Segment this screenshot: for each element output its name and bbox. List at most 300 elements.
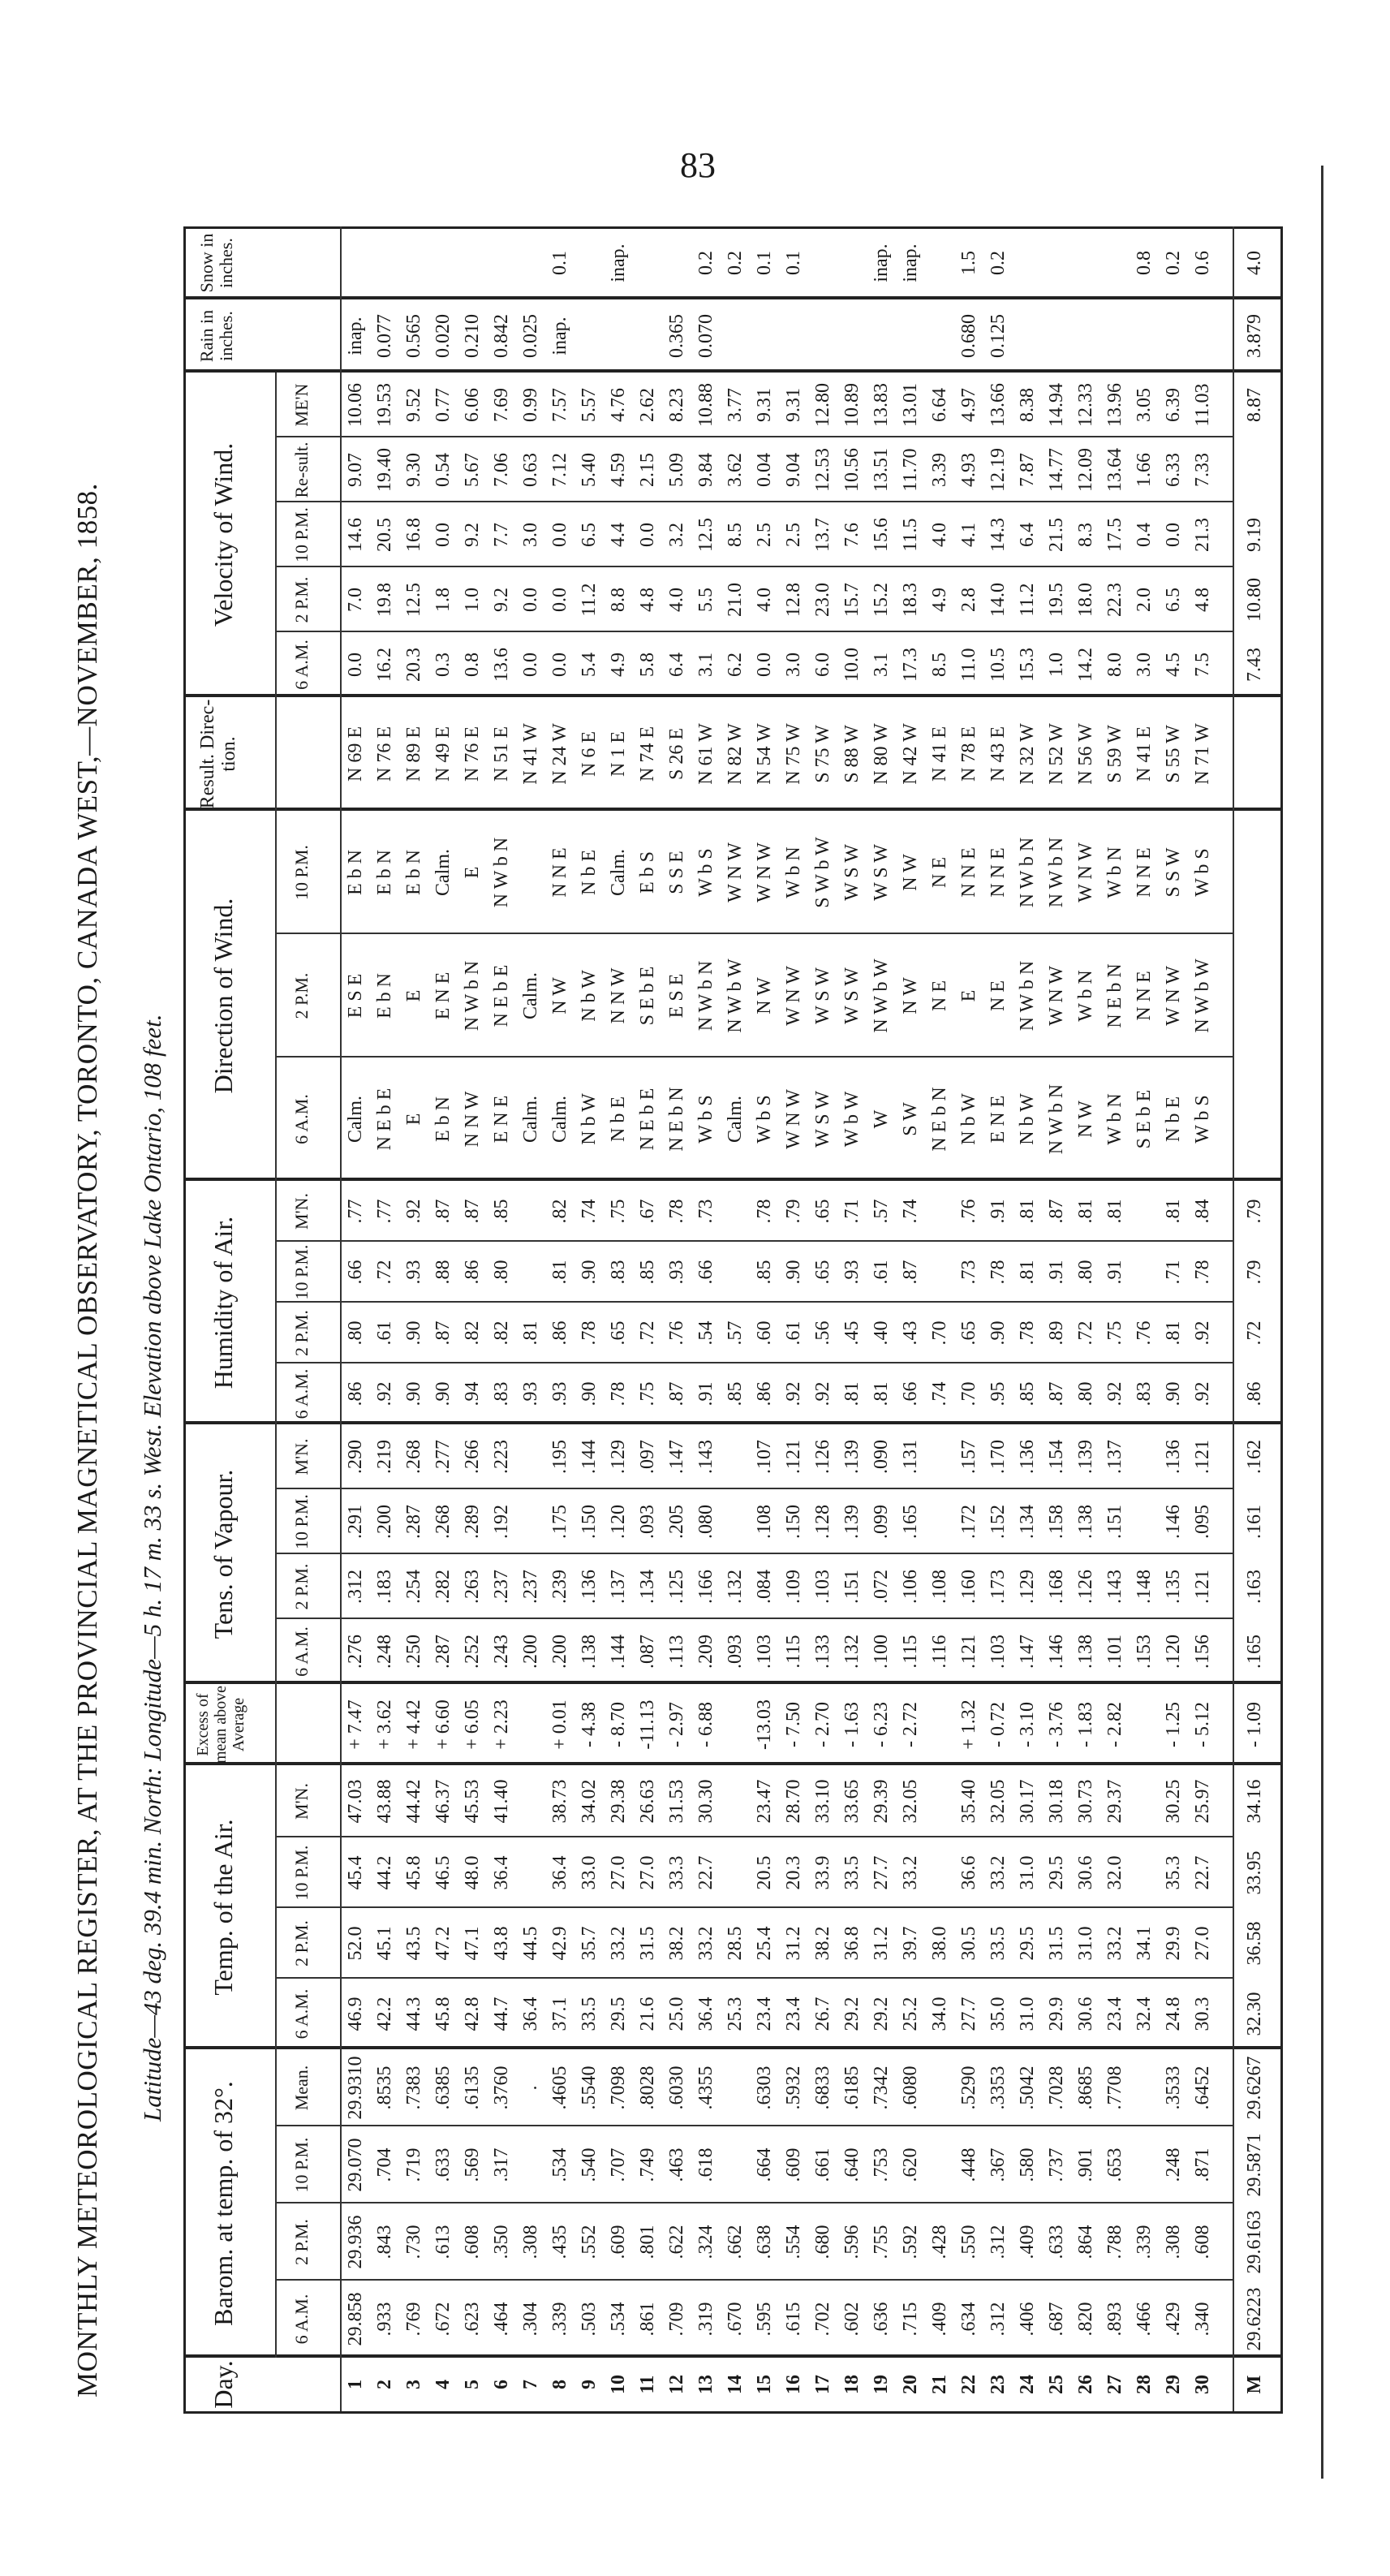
table-row-cell: S 75 W [812, 725, 833, 783]
table-row-cell: .312 [988, 2302, 1009, 2337]
header-direction: Direction of Wind. [209, 898, 238, 1094]
table-row-cell: 4.8 [1192, 588, 1213, 612]
table-row-cell: 8.0 [1104, 653, 1125, 677]
table-row-cell: .72 [374, 1260, 395, 1285]
table-row-cell: .291 [345, 1505, 366, 1539]
table-row-cell: 36.6 [958, 1855, 979, 1890]
table-row-cell: 8 [549, 2380, 570, 2389]
table-row-cell: 25.4 [754, 1926, 775, 1961]
table-row-cell: 44.42 [403, 1779, 424, 1824]
table-row-cell: - 1.25 [1163, 1702, 1184, 1747]
table-row-cell: .65 [812, 1260, 833, 1285]
table-row-cell: 29.9 [1046, 1997, 1067, 2031]
table-row-cell: 3.62 [725, 453, 746, 487]
table-row-cell: N 80 W [871, 723, 892, 785]
table-row-cell: 27 [1104, 2375, 1125, 2394]
table-row-cell: N E b E [637, 1088, 658, 1151]
table-row-cell: .702 [812, 2302, 833, 2337]
subheader-vapour-3: M'N. [291, 1438, 312, 1475]
table-row-cell: N W b N [1017, 960, 1038, 1032]
table-row-cell: 5.67 [462, 453, 483, 487]
table-row-cell: .672 [432, 2302, 454, 2337]
table-row-cell: 4.1 [958, 523, 979, 547]
table-row-cell: .788 [1104, 2225, 1125, 2259]
table-row-cell: 0.0 [754, 653, 775, 677]
subheader-temp-1: 2 P.M. [291, 1920, 312, 1966]
table-row-cell: N 1 E [608, 731, 629, 777]
table-row-cell: .115 [900, 1635, 921, 1669]
table-row-cell: .90 [403, 1320, 424, 1346]
table-row-cell: .133 [812, 1635, 833, 1669]
table-row-cell: .91 [1046, 1260, 1067, 1285]
table-row-cell: S E b E [637, 966, 658, 1026]
table-row-cell: .090 [871, 1440, 892, 1474]
subheader-vapour-0: 6 A.M. [291, 1626, 312, 1677]
table-row-cell: 30.73 [1075, 1779, 1096, 1824]
table-row-cell: Calm. [432, 849, 454, 896]
row-rule [1233, 226, 1234, 2411]
table-row-cell: .5932 [783, 2066, 804, 2110]
table-row-cell: .409 [929, 2302, 950, 2337]
table-row-cell: .143 [695, 1440, 717, 1474]
table-row-cell: 43.5 [403, 1926, 424, 1961]
table-row-cell: N E b E [491, 964, 512, 1027]
table-row-cell: 19.53 [374, 383, 395, 427]
table-row-cell: 9.2 [491, 588, 512, 612]
table-row-cell: 0.04 [754, 453, 775, 487]
table-row-cell: .219 [374, 1440, 395, 1474]
table-row-cell: N 41 E [929, 726, 950, 782]
table-row-cell: .7342 [871, 2066, 892, 2110]
table-row-cell: 32.0 [1104, 1855, 1125, 1890]
mean-row-cell: .163 [1244, 1570, 1265, 1604]
table-row-cell: 3.1 [871, 653, 892, 677]
table-row-cell: N N W [608, 967, 629, 1024]
table-row-cell: W b W [841, 1091, 863, 1148]
table-row-cell: 6.4 [666, 653, 687, 677]
table-row-cell: N b W [958, 1093, 979, 1145]
table-row-cell: .78 [608, 1381, 629, 1406]
table-row-cell: .200 [549, 1635, 570, 1669]
mean-row-cell: 34.16 [1244, 1779, 1265, 1824]
subheader-direction-0: 6 A.M. [291, 1094, 312, 1144]
table-row-cell: 7.87 [1017, 453, 1038, 487]
mean-row-cell: 7.43 [1244, 648, 1265, 682]
table-row-cell: N 52 W [1046, 723, 1067, 785]
table-row-cell: .534 [549, 2147, 570, 2182]
table-row-cell: .409 [1017, 2225, 1038, 2259]
table-row-cell: 33.9 [812, 1855, 833, 1890]
table-row-cell: 21.0 [725, 583, 746, 617]
table-row-cell: 0.1 [783, 251, 804, 275]
header-vapour: Tens. of Vapour. [209, 1469, 238, 1639]
table-row-cell: .56 [812, 1320, 833, 1346]
table-row-cell: .367 [988, 2147, 1009, 2182]
table-row-cell: .252 [462, 1635, 483, 1669]
table-row-cell: S W [900, 1102, 921, 1136]
table-row-cell: 30.17 [1017, 1779, 1038, 1824]
table-row-cell: 33.2 [608, 1926, 629, 1961]
table-row-cell: .138 [1075, 1635, 1096, 1669]
table-row-cell: 14.3 [988, 518, 1009, 552]
table-row-cell: 33.0 [579, 1855, 600, 1890]
table-row-cell: 12.80 [812, 383, 833, 427]
table-row-cell: 19.8 [374, 583, 395, 617]
table-row-cell: .73 [958, 1260, 979, 1285]
table-row-cell: 23.0 [812, 583, 833, 617]
table-row-cell: .103 [812, 1570, 833, 1604]
mean-row-cell: .165 [1244, 1635, 1265, 1669]
table-row-cell: 4.0 [666, 588, 687, 612]
table-row-cell: 15.7 [841, 583, 863, 617]
table-row-cell: .81 [1163, 1199, 1184, 1224]
mean-row-cell: .79 [1244, 1260, 1265, 1285]
table-row-cell: 4.59 [608, 453, 629, 487]
table-row-cell: .57 [725, 1320, 746, 1346]
table-row-cell: .54 [695, 1320, 717, 1346]
table-row-cell: + 7.47 [345, 1699, 366, 1750]
table-row-cell: .638 [754, 2225, 775, 2259]
table-row-cell: .8685 [1075, 2066, 1096, 2110]
table-row-cell: 46.37 [432, 1779, 454, 1824]
table-row-cell: 0.365 [666, 314, 687, 358]
table-row-cell: + 3.62 [374, 1699, 395, 1750]
table-row-cell: .633 [432, 2147, 454, 2182]
table-row-cell: - 2.72 [900, 1702, 921, 1747]
table-row-cell: E b N [374, 973, 395, 1019]
table-row-cell: - 3.10 [1017, 1702, 1038, 1747]
table-row-cell: 19.40 [374, 448, 395, 492]
table-row-cell: .81 [841, 1381, 863, 1406]
table-row-cell: 0.0 [520, 588, 541, 612]
table-row-cell: 13.01 [900, 383, 921, 427]
table-row-cell: .87 [666, 1381, 687, 1406]
table-row-cell: N 6 E [579, 731, 600, 777]
table-row-cell: .6833 [812, 2066, 833, 2110]
table-row-cell: 0.54 [432, 453, 454, 487]
table-row-cell: .166 [695, 1570, 717, 1604]
table-row-cell: .137 [608, 1570, 629, 1604]
table-row-cell: .77 [345, 1199, 366, 1224]
table-row-cell: 35.0 [988, 1997, 1009, 2031]
table-row-cell: 0.0 [549, 523, 570, 547]
subheader-temp-0: 6 A.M. [291, 1988, 312, 2040]
table-row-cell: 22 [958, 2375, 979, 2394]
table-row-cell: 28.70 [783, 1779, 804, 1824]
table-row-cell: .136 [1017, 1440, 1038, 1474]
table-row-cell: - 2.70 [812, 1702, 833, 1747]
table-row-cell: .143 [1104, 1570, 1125, 1604]
table-row-cell: 0.2 [1163, 251, 1184, 275]
table-row-cell: .40 [871, 1320, 892, 1346]
table-row-cell: .152 [988, 1505, 1009, 1539]
table-row-cell: .680 [812, 2225, 833, 2259]
table-row-cell: N E [929, 857, 950, 888]
table-row-cell: 0.4 [1134, 523, 1155, 547]
table-row-cell: 29.5 [608, 1997, 629, 2031]
table-row-cell: E b N [403, 850, 424, 895]
subheader-velocity-0: 6 A.M. [291, 640, 312, 690]
table-row-cell: .86 [549, 1320, 570, 1346]
table-row-cell: .8535 [374, 2066, 395, 2110]
table-row-cell: 1.0 [462, 588, 483, 612]
table-row-cell: - 8.70 [608, 1702, 629, 1747]
table-row-cell: .6135 [462, 2066, 483, 2110]
table-row-cell: 42.9 [549, 1926, 570, 1961]
table-row-cell: 44.2 [374, 1855, 395, 1890]
header-rain: Rain in inches. [196, 309, 236, 363]
table-row-cell: .670 [725, 2302, 746, 2337]
table-row-cell: .85 [725, 1381, 746, 1406]
table-row-cell: .78 [666, 1199, 687, 1224]
table-row-cell: .072 [871, 1570, 892, 1604]
table-row-cell: .75 [608, 1199, 629, 1224]
table-row-cell: 39.7 [900, 1926, 921, 1961]
table-row-cell: 6.64 [929, 388, 950, 422]
table-row-cell: 44.3 [403, 1997, 424, 2031]
table-row-cell: .61 [871, 1260, 892, 1285]
table-row-cell: .90 [432, 1381, 454, 1406]
table-row-cell: .156 [1192, 1635, 1213, 1669]
mean-row-cell: M [1244, 2375, 1265, 2394]
table-row-cell: 30.25 [1163, 1779, 1184, 1824]
table-row-cell: .864 [1075, 2225, 1096, 2259]
table-row-cell: N N E [958, 847, 979, 898]
header-humidity: Humidity of Air. [209, 1216, 238, 1389]
table-row-cell: .6385 [432, 2066, 454, 2110]
table-row-cell: .4605 [549, 2066, 570, 2110]
table-row-cell: .138 [579, 1635, 600, 1669]
table-row-cell: .87 [432, 1320, 454, 1346]
table-row-cell: 38.73 [549, 1779, 570, 1824]
table-row-cell: 12.09 [1075, 448, 1096, 492]
table-row-cell: .084 [754, 1570, 775, 1604]
table-row-cell: + 4.42 [403, 1699, 424, 1750]
table-row-cell: 10.06 [345, 383, 366, 427]
subheader-barom-0: 6 A.M. [291, 2294, 312, 2345]
table-row-cell: .282 [432, 1570, 454, 1604]
table-row-cell: .237 [520, 1570, 541, 1604]
table-row-cell: 20.5 [754, 1855, 775, 1890]
table-row-cell: 3.1 [695, 653, 717, 677]
table-row-cell: 25.3 [725, 1997, 746, 2031]
table-row-cell: .428 [929, 2225, 950, 2259]
table-row-cell: 0.680 [958, 314, 979, 358]
table-row-cell: N 32 W [1017, 723, 1038, 785]
table-row-cell: S 88 W [841, 725, 863, 783]
table-row-cell: 0.63 [520, 453, 541, 487]
table-row-cell: N N E [549, 847, 570, 898]
table-row-cell: 21.5 [1046, 518, 1067, 552]
table-row-cell: 14.94 [1046, 383, 1067, 427]
table-row-cell: 0.0 [432, 523, 454, 547]
table-row-cell: 13.83 [871, 383, 892, 427]
table-row-cell: .101 [1104, 1635, 1125, 1669]
table-row-cell: .90 [988, 1320, 1009, 1346]
table-row-cell: .121 [1192, 1570, 1213, 1604]
table-row-cell: 13.6 [491, 648, 512, 682]
table-row-cell: 29.39 [871, 1779, 892, 1824]
table-row-cell: .57 [871, 1199, 892, 1224]
table-row-cell: .103 [988, 1635, 1009, 1669]
table-row-cell: .85 [1017, 1381, 1038, 1406]
table-row-cell: 7.7 [491, 523, 512, 547]
table-row-cell: 4 [432, 2380, 454, 2389]
table-row-cell: 27.0 [637, 1855, 658, 1890]
table-row-cell: 29.2 [871, 1997, 892, 2031]
table-row-cell: 25.97 [1192, 1779, 1213, 1824]
table-row-cell: .254 [403, 1570, 424, 1604]
table-row-cell: .120 [608, 1505, 629, 1539]
table-row-cell: S E b E [1134, 1089, 1155, 1149]
table-row-cell: N b W [579, 970, 600, 1022]
table-row-cell: N 71 W [1192, 723, 1213, 785]
table-row-cell: .154 [1046, 1440, 1067, 1474]
table-row-cell: .239 [549, 1570, 570, 1604]
table-row-cell: 5 [462, 2380, 483, 2389]
table-row-cell: .463 [666, 2147, 687, 2182]
table-row-cell: 11 [637, 2375, 658, 2394]
table-row-cell: 0.565 [403, 314, 424, 358]
table-row-cell: .615 [783, 2302, 804, 2337]
table-row-cell: .662 [725, 2225, 746, 2259]
table-row-cell: .3533 [1163, 2066, 1184, 2110]
table-row-cell: .86 [754, 1381, 775, 1406]
table-row-cell: 18.3 [900, 583, 921, 617]
table-row-cell: 48.0 [462, 1855, 483, 1890]
mean-row-cell: 32.30 [1244, 1992, 1265, 2036]
table-row-cell: 52.0 [345, 1926, 366, 1961]
table-row-cell: 6 [491, 2380, 512, 2389]
table-row-cell: .715 [900, 2302, 921, 2337]
table-row-cell: .151 [1104, 1505, 1125, 1539]
table-row-cell: .195 [549, 1440, 570, 1474]
table-row-cell: N 49 E [432, 726, 454, 782]
table-row-cell: 2.5 [754, 523, 775, 547]
table-row-cell: .146 [1046, 1635, 1067, 1669]
table-row-cell: 9.04 [783, 453, 804, 487]
table-row-cell: 33.2 [695, 1926, 717, 1961]
table-row-cell: 25.0 [666, 1997, 687, 2031]
table-row-cell: .115 [783, 1635, 804, 1669]
table-row-cell: N 24 W [549, 723, 570, 785]
table-row-cell: - 1.83 [1075, 1702, 1096, 1747]
table-row-cell: 10.5 [988, 648, 1009, 682]
table-row-cell: 29.070 [345, 2138, 366, 2192]
table-row-cell: S S W [1163, 847, 1184, 898]
table-row-cell: N W b N [491, 837, 512, 908]
table-row-cell: 14.6 [345, 518, 366, 552]
table-row-cell: E b N [432, 1096, 454, 1142]
table-row-cell: 46.5 [432, 1855, 454, 1890]
table-row-cell: .72 [637, 1320, 658, 1346]
table-row-cell: N N W [462, 1091, 483, 1148]
table-row-cell: .87 [1046, 1199, 1067, 1224]
table-row-cell: .90 [783, 1260, 804, 1285]
table-row-cell: N W b W [1192, 958, 1213, 1033]
table-row-cell: .620 [900, 2147, 921, 2182]
table-row-cell: N b E [608, 1096, 629, 1142]
table-row-cell: .76 [958, 1199, 979, 1224]
table-row-cell: .79 [783, 1199, 804, 1224]
table-row-cell: .93 [549, 1381, 570, 1406]
table-row-cell: Calm. [725, 1096, 746, 1143]
table-row-cell: .134 [1017, 1505, 1038, 1539]
table-row-cell: E S E [345, 973, 366, 1019]
table-row-cell: 10.89 [841, 383, 863, 427]
table-row-cell: 30.6 [1075, 1855, 1096, 1890]
table-row-cell: 31.0 [1075, 1926, 1096, 1961]
table-row-cell: .92 [403, 1199, 424, 1224]
table-row-cell: .132 [725, 1570, 746, 1604]
table-row-cell: 4.97 [958, 388, 979, 422]
header-snow: Snow in inches. [196, 233, 236, 293]
table-row-cell: .266 [462, 1440, 483, 1474]
table-row-cell: - 5.12 [1192, 1702, 1213, 1747]
table-row-cell: N W b N [462, 960, 483, 1032]
table-row-cell: 27.0 [1192, 1926, 1213, 1961]
table-row-cell: 30.5 [958, 1926, 979, 1961]
table-row-cell: 0.1 [549, 251, 570, 275]
table-row-cell: 27.7 [871, 1855, 892, 1890]
table-row-cell: N 41 W [520, 723, 541, 785]
mean-row-cell: 8.87 [1244, 388, 1265, 422]
table-row-cell: 26.7 [812, 1997, 833, 2031]
mean-row-cell: .72 [1244, 1320, 1265, 1346]
table-row-cell: 0.0 [520, 653, 541, 677]
table-row-cell: .83 [608, 1260, 629, 1285]
table-row-cell: 13.64 [1104, 448, 1125, 492]
table-row-cell: .653 [1104, 2147, 1125, 2182]
table-row-cell: 29.2 [841, 1997, 863, 2031]
table-row-cell: 6.2 [725, 653, 746, 677]
table-row-cell: 0.2 [695, 251, 717, 275]
table-row-cell: .125 [666, 1570, 687, 1604]
table-row-cell: 31.53 [666, 1779, 687, 1824]
table-row-cell: 5.40 [579, 453, 600, 487]
table-row-cell: 4.4 [608, 523, 629, 547]
table-row-cell: - 6.88 [695, 1702, 717, 1747]
table-row-cell: .350 [491, 2225, 512, 2259]
table-row-cell: .312 [988, 2225, 1009, 2259]
table-row-cell: .200 [520, 1635, 541, 1669]
table-row-cell: 13.96 [1104, 383, 1125, 427]
table-row-cell: 12.5 [695, 518, 717, 552]
table-row-cell: 37.1 [549, 1997, 570, 2031]
table-row-cell: .103 [754, 1635, 775, 1669]
subheader-velocity-1: 2 P.M. [291, 576, 312, 623]
table-row-cell: .099 [871, 1505, 892, 1539]
table-row-cell: N 82 W [725, 723, 746, 785]
table-row-cell: N W b W [725, 958, 746, 1033]
table-row-cell: N W b N [695, 960, 717, 1032]
table-row-cell: .250 [403, 1635, 424, 1669]
table-row-cell: 29.936 [345, 2215, 366, 2269]
table-row-cell: 0.210 [462, 314, 483, 358]
table-row-cell: 0.77 [432, 388, 454, 422]
table-row-cell: 24 [1017, 2375, 1038, 2394]
table-row-cell: 0.99 [520, 388, 541, 422]
table-row-cell: W b S [695, 848, 717, 897]
mean-row-cell: - 1.09 [1244, 1702, 1265, 1747]
table-row-cell: .108 [754, 1505, 775, 1539]
table-row-cell: 29 [1163, 2375, 1184, 2394]
table-row-cell: .45 [841, 1320, 863, 1346]
table-row-cell: .596 [841, 2225, 863, 2259]
table-row-cell: N W [754, 977, 775, 1014]
table-row-cell: W N W [783, 1089, 804, 1149]
table-row-cell: 15 [754, 2375, 775, 2394]
